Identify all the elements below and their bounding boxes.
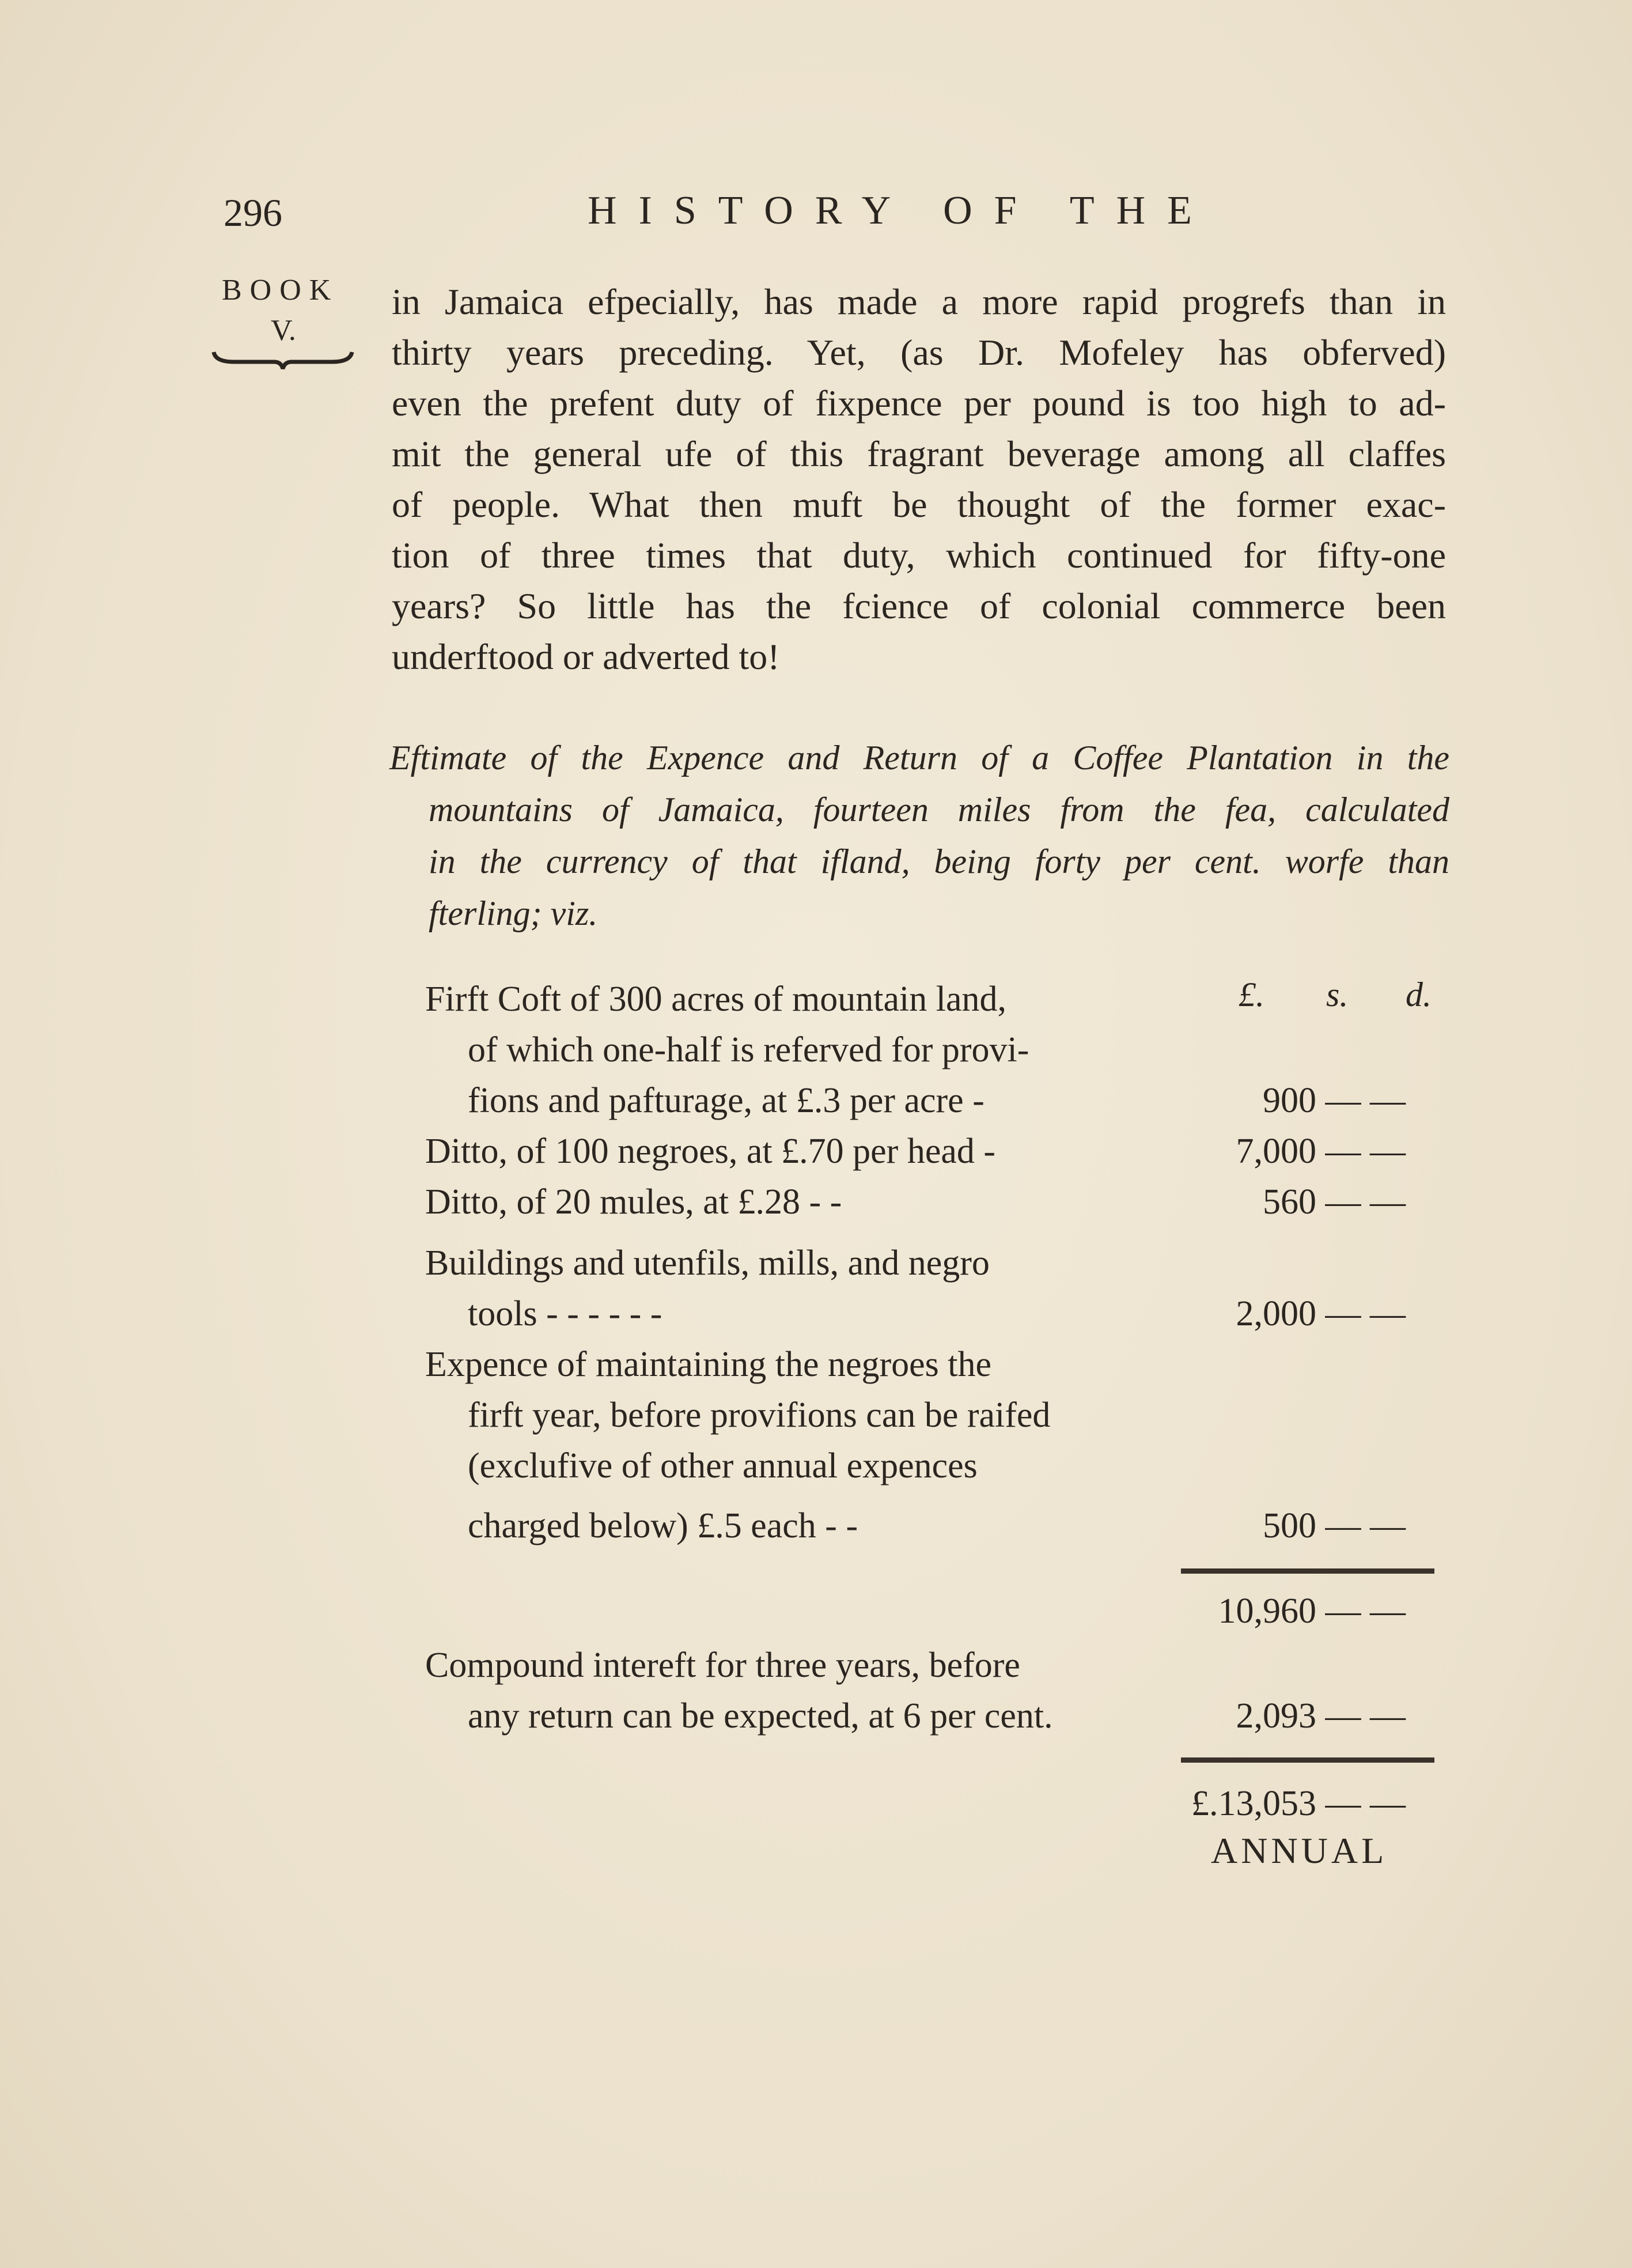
table-item-line: any return can be expected, at 6 per cent.: [468, 1696, 1053, 1736]
margin-book-number: V.: [271, 314, 296, 347]
page-number: 296: [224, 191, 282, 235]
table-item-line: (exclufive of other annual expences: [468, 1446, 978, 1485]
table-item-line: Firft Coft of 300 acres of mountain land,: [425, 980, 1007, 1019]
table-item-line: firft year, before provifions can be raifed: [468, 1396, 1051, 1435]
paragraph-line: of people. What then muft be thought of the former exac-: [392, 484, 1446, 525]
heading-line: Eftimate of the Expence and Return of a Coffee Plantation in the: [389, 739, 1449, 777]
column-header-pence: d.: [1406, 976, 1432, 1014]
paragraph-line: tion of three times that duty, which continued for fifty-one: [392, 535, 1446, 576]
paragraph-line: even the prefent duty of fixpence per pound is too high to ad-: [392, 383, 1446, 424]
total-value: £.13,053 — —: [1191, 1784, 1406, 1823]
amount-value: 7,000 — —: [1236, 1132, 1406, 1171]
heading-line: mountains of Jamaica, fourteen miles from the fea, calculated: [429, 791, 1449, 829]
table-item-line: Compound intereft for three years, before: [425, 1646, 1020, 1685]
sum-rule: [1181, 1568, 1434, 1574]
column-header-shillings: s.: [1326, 976, 1349, 1014]
paragraph-line: mit the general ufe of this fragrant beverage among all claffes: [392, 433, 1446, 474]
table-item-line: Buildings and utenfils, mills, and negro: [425, 1243, 990, 1283]
amount-value: 2,000 — —: [1236, 1294, 1406, 1333]
heading-line: in the currency of that ifland, being forty per cent. worfe than: [429, 842, 1449, 880]
paragraph-line: thirty years preceding. Yet, (as Dr. Mofeley has obferved): [392, 332, 1446, 373]
running-title: HISTORY OF THE: [588, 188, 1214, 233]
amount-value: 500 — —: [1263, 1506, 1406, 1545]
table-item-line: fions and pafturage, at £.3 per acre -: [468, 1081, 984, 1120]
margin-book-label: BOOK: [222, 274, 339, 307]
catchword: ANNUAL: [1211, 1830, 1388, 1871]
paragraph-line: underftood or adverted to!: [392, 636, 780, 677]
paragraph-line: in Jamaica efpecially, has made a more rapid progrefs than in: [392, 281, 1446, 322]
table-item-line: charged below) £.5 each - -: [468, 1506, 858, 1545]
heading-line: fterling; viz.: [429, 894, 598, 932]
table-item-line: Ditto, of 100 negroes, at £.70 per head -: [425, 1132, 996, 1171]
amount-value: 560 — —: [1263, 1182, 1406, 1222]
table-item-line: of which one-half is referved for provi-: [468, 1030, 1029, 1069]
paragraph-line: years? So little has the fcience of colonial commerce been: [392, 585, 1446, 626]
column-header-pounds: £.: [1239, 976, 1264, 1014]
sum-rule: [1181, 1757, 1434, 1763]
table-item-line: Ditto, of 20 mules, at £.28 - -: [425, 1182, 842, 1222]
amount-value: 2,093 — —: [1236, 1696, 1406, 1736]
table-item-line: Expence of maintaining the negroes the: [425, 1345, 992, 1384]
amount-value: 900 — —: [1263, 1081, 1406, 1120]
subtotal-value: 10,960 — —: [1218, 1592, 1406, 1631]
table-item-line: tools - - - - - -: [468, 1294, 662, 1333]
